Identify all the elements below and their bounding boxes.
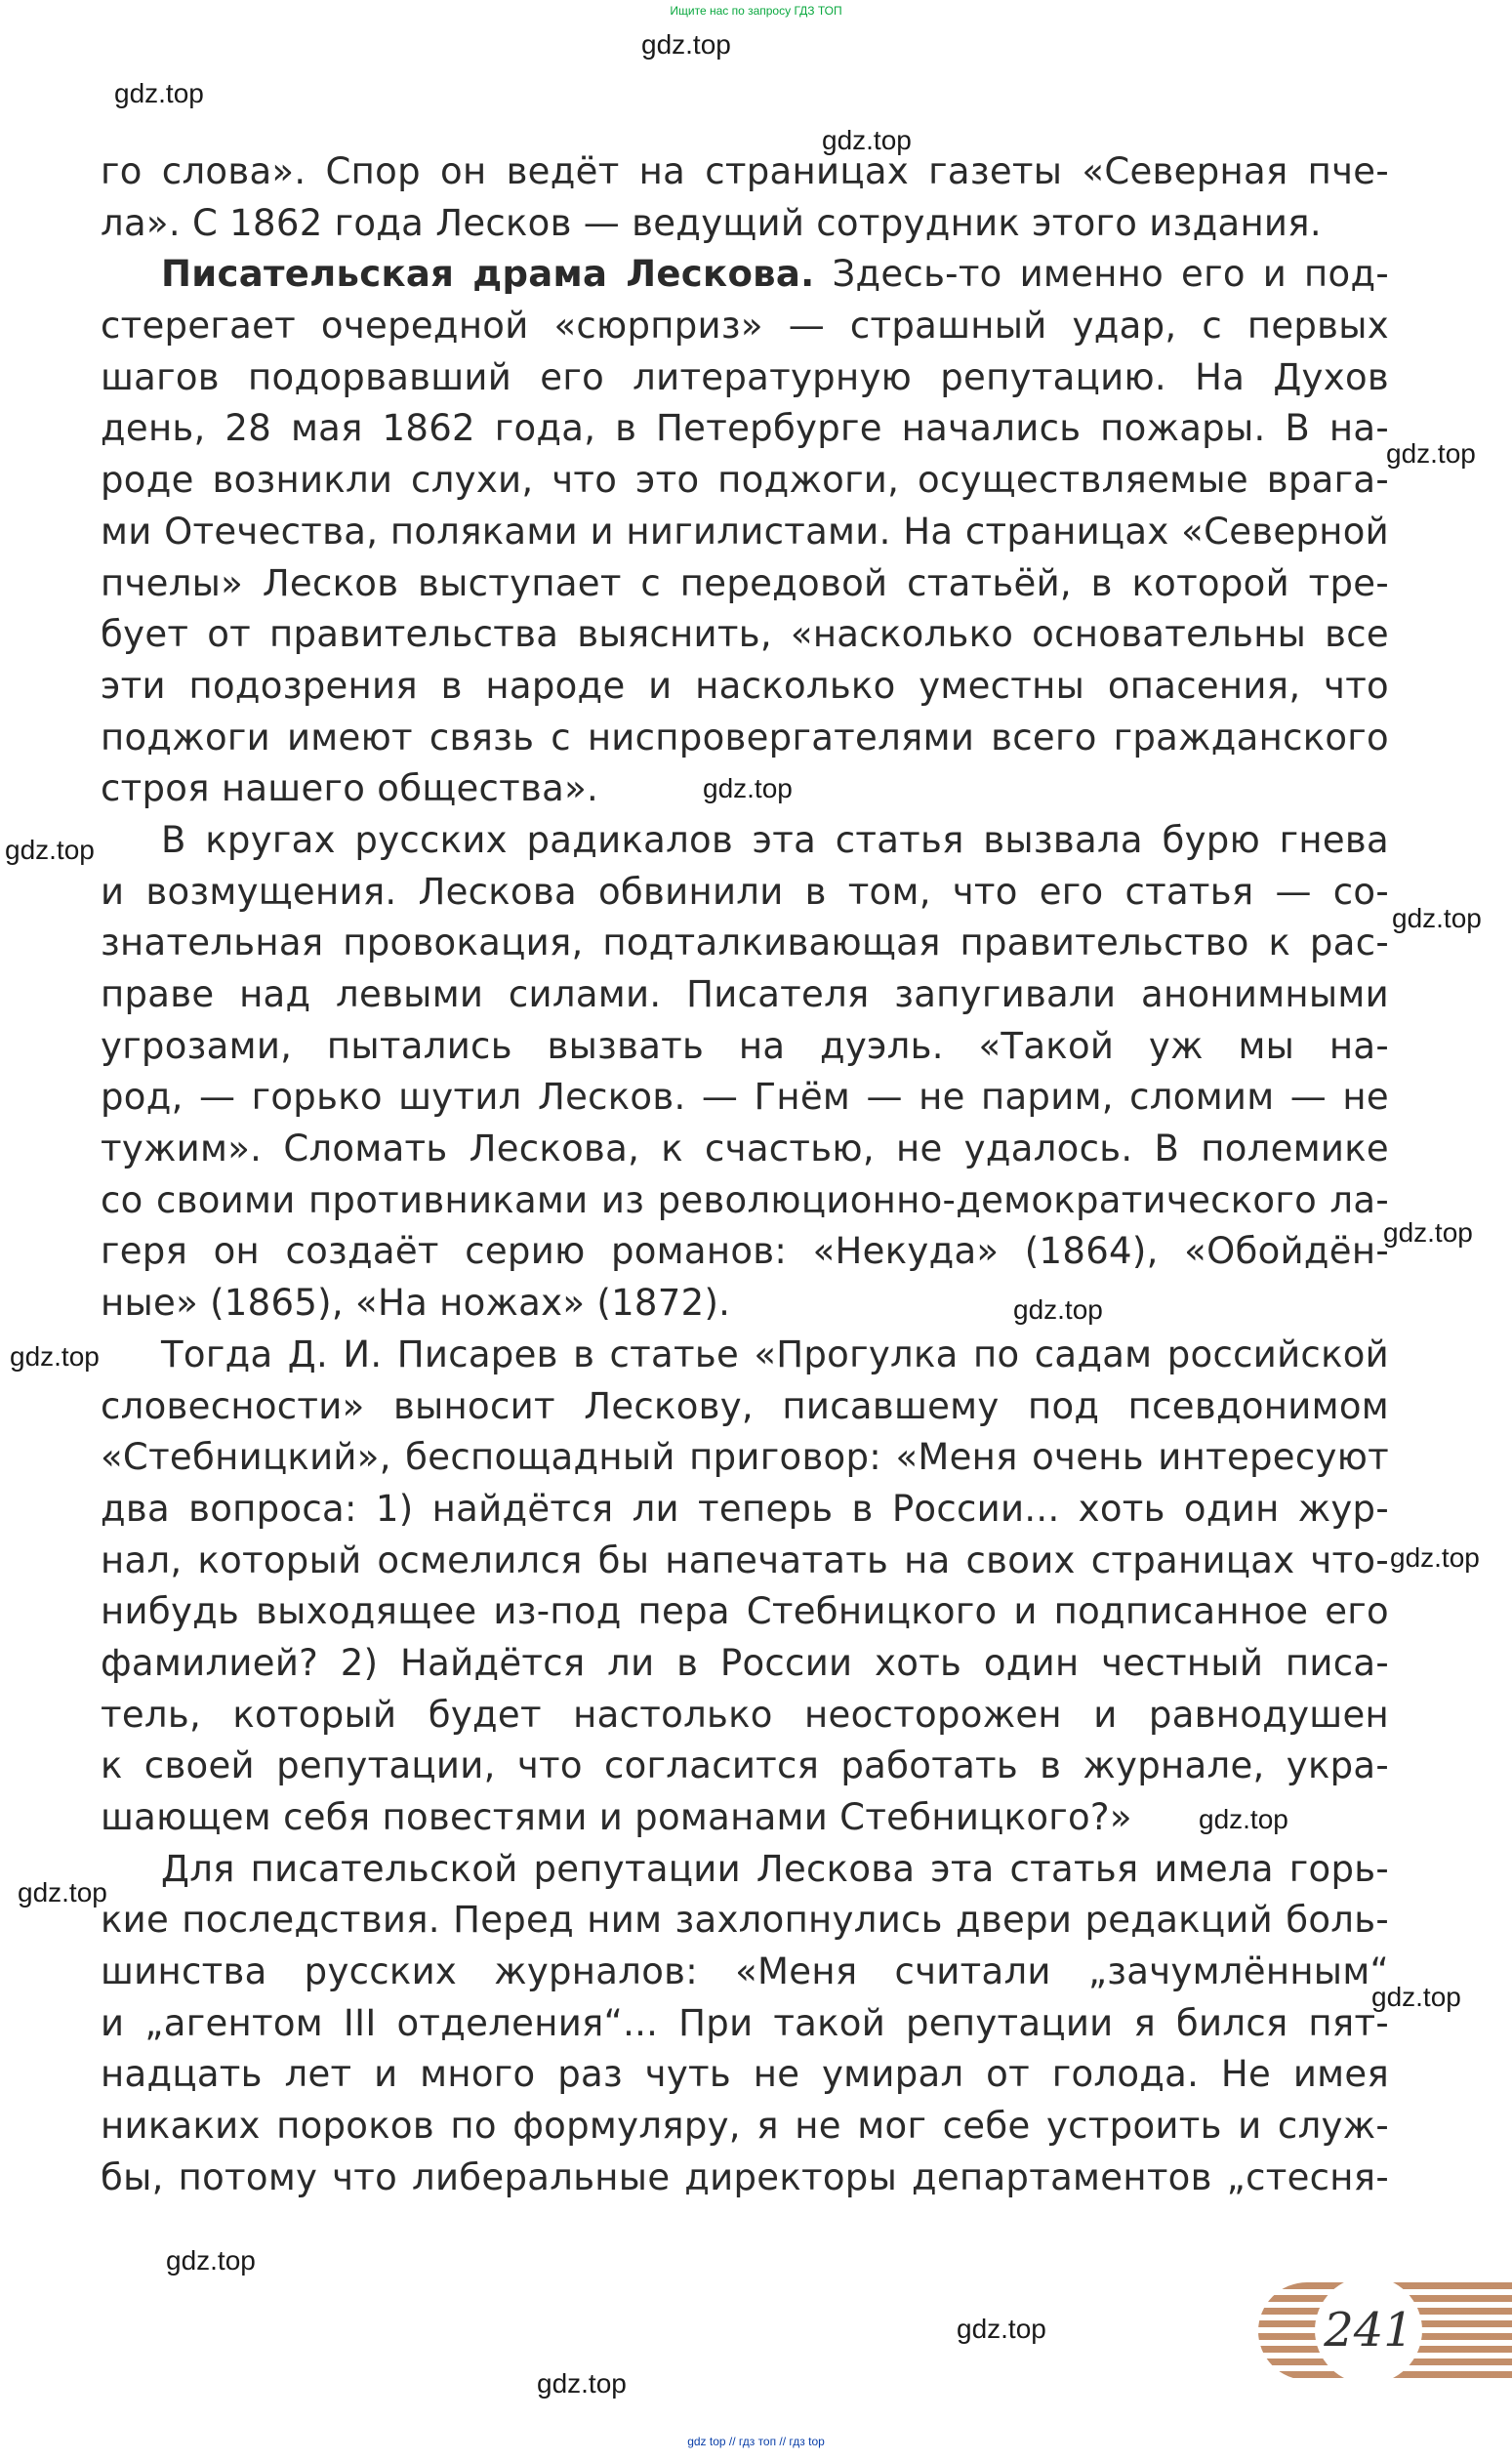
text-line-content: Тогда Д. И. Писарев в статье «Прогулка по садам российской (161, 1333, 1389, 1375)
watermark: gdz.top (641, 29, 731, 60)
text-line (101, 146, 1389, 198)
watermark: gdz.top (822, 125, 912, 155)
text-line (101, 1741, 1389, 1792)
text-line (101, 1895, 1389, 1947)
text-line (101, 1278, 1389, 1330)
top-banner[interactable]: Ищите нас по запросу ГДЗ ТОП (670, 4, 842, 18)
watermark: gdz.top (166, 2245, 256, 2276)
text-line (101, 1072, 1389, 1124)
watermark: gdz.top (1013, 1294, 1103, 1325)
text-line-content: бует от правительства выяснить, «насколько основательны все (101, 613, 1389, 656)
text-line (101, 403, 1389, 455)
text-line-content: ные» (1865), «На ножах» (1872). (101, 1282, 731, 1325)
text-line (101, 661, 1389, 713)
text-line (101, 301, 1389, 352)
text-line (101, 1021, 1389, 1073)
text-line (101, 1124, 1389, 1175)
text-line (101, 1175, 1389, 1227)
text-line-content: геря он создаёт серию романов: «Некуда» (1864), «Обойдён- (101, 1230, 1389, 1273)
page-number: 241 (1315, 2276, 1422, 2384)
text-line-content: угрозами, пытались вызвать на дуэль. «Такой уж мы на- (101, 1024, 1389, 1067)
text-line-content: ла». С 1862 года Лесков — ведущий сотрудник этого издания. (101, 201, 1322, 244)
text-line (101, 1586, 1389, 1638)
text-line-content: «Стебницкий», беспощадный приговор: «Меня очень интересуют (101, 1436, 1389, 1479)
text-line (101, 1330, 1389, 1381)
text-line-content: со своими противниками из революционно-демократического ла- (101, 1178, 1389, 1221)
text-line-content: и возмущения. Лескова обвинили в том, что его статья — со- (101, 870, 1389, 913)
text-line (101, 455, 1389, 507)
watermark: gdz.top (1386, 438, 1476, 469)
text-line (101, 763, 1389, 815)
text-line-content: род, — горько шутил Лесков. — Гнём — не парим, сломим — не (101, 1076, 1389, 1119)
text-line-content: день, 28 мая 1862 года, в Петербурге начались пожары. В на- (101, 407, 1389, 450)
text-line (101, 1226, 1389, 1278)
watermark: gdz.top (703, 773, 793, 803)
text-line (101, 1792, 1389, 1844)
text-line-content: Для писательской репутации Лескова эта статья имела горь- (161, 1847, 1389, 1890)
text-line (101, 815, 1389, 867)
watermark: gdz.top (18, 1877, 107, 1907)
text-line-content: строя нашего общества». (101, 767, 599, 810)
text-line-content: поджоги имеют связь с ниспровергателями всего гражданского (101, 716, 1389, 759)
text-line (101, 352, 1389, 404)
text-line (101, 558, 1389, 610)
text-line-content: роде возникли слухи, что это поджоги, осуществляемые врага- (101, 459, 1389, 502)
text-line (101, 1947, 1389, 1998)
text-line-content: В кругах русских радикалов эта статья вызвала бурю гнева (161, 818, 1389, 861)
text-line-content: стерегает очередной «сюрприз» — страшный удар, с первых (101, 305, 1389, 348)
watermark: gdz.top (1390, 1542, 1480, 1573)
watermark: gdz.top (10, 1341, 100, 1372)
text-line (101, 867, 1389, 919)
text-line (101, 1484, 1389, 1536)
text-line-content: нибудь выходящее из-под пера Стебницкого и подписанное его (101, 1590, 1389, 1633)
text-line (101, 609, 1389, 661)
watermark: gdz.top (114, 78, 204, 108)
text-line-content: пчелы» Лесков выступает с передовой статьёй, в которой тре- (101, 561, 1389, 604)
text-line (101, 2153, 1389, 2204)
text-line-content: к своей репутации, что согласится работать в журнале, укра- (101, 1744, 1389, 1787)
text-line-content: ми Отечества, поляками и нигилистами. На страницах «Северной (101, 510, 1389, 553)
text-line (101, 2101, 1389, 2153)
text-line (101, 1638, 1389, 1690)
section-heading: Писательская драма Лескова. (161, 253, 815, 296)
text-line (101, 198, 1389, 250)
watermark: gdz.top (957, 2314, 1046, 2344)
text-line-content: фамилией? 2) Найдётся ли в России хоть один честный писа- (101, 1641, 1389, 1684)
text-line-content: Здесь-то именно его и под- (814, 253, 1389, 296)
text-line (101, 507, 1389, 558)
text-line-content: праве над левыми силами. Писателя запугивали анонимными (101, 973, 1389, 1015)
text-line (101, 249, 1389, 301)
text-line (101, 1998, 1389, 2050)
text-line (101, 713, 1389, 764)
text-line-content: надцать лет и много раз чуть не умирал от голода. Не имея (101, 2053, 1389, 2096)
main-text (101, 146, 1389, 2204)
text-line (101, 918, 1389, 969)
watermark: gdz.top (1371, 1982, 1461, 2012)
text-line (101, 1381, 1389, 1433)
text-line-content: словесности» выносит Лескову, писавшему под псевдонимом (101, 1384, 1389, 1427)
text-line (101, 2049, 1389, 2101)
watermark: gdz.top (1199, 1804, 1288, 1834)
text-line-content: шинства русских журналов: «Меня считали „зачумлённым“ (101, 1950, 1389, 1993)
text-line-content: шагов подорвавший его литературную репутацию. На Духов (101, 355, 1389, 398)
text-line-content: тель, который будет настолько неосторожен и равнодушен (101, 1693, 1389, 1736)
watermark: gdz.top (1392, 903, 1482, 933)
text-line (101, 1690, 1389, 1742)
text-line (101, 969, 1389, 1021)
text-line-content: знательная провокация, подталкивающая правительство к рас- (101, 922, 1389, 964)
text-line-content: никаких пороков по формуляру, я не мог себе устроить и служ- (101, 2105, 1389, 2148)
text-line-content: тужим». Сломать Лескова, к счастью, не удалось. В полемике (101, 1128, 1389, 1170)
footer[interactable]: gdz top // гдз топ // гдз top (687, 2435, 825, 2448)
page-number-area (1258, 2269, 1512, 2396)
text-line-content: эти подозрения в народе и насколько уместны опасения, что (101, 664, 1389, 707)
text-line-content: кие последствия. Перед ним захлопнулись двери редакций боль- (101, 1899, 1389, 1942)
text-line-content: два вопроса: 1) найдётся ли теперь в России... хоть один жур- (101, 1487, 1389, 1530)
text-line-content: нал, который осмелился бы напечатать на своих страницах что- (101, 1538, 1389, 1581)
watermark: gdz.top (5, 835, 95, 865)
text-line (101, 1432, 1389, 1484)
text-line-content: го слова». Спор он ведёт на страницах газеты «Северная пче- (101, 150, 1389, 192)
text-line (101, 1536, 1389, 1587)
text-line-content: бы, потому что либеральные директоры департаментов „стесня- (101, 2155, 1389, 2198)
watermark: gdz.top (1383, 1217, 1473, 1248)
text-line (101, 1844, 1389, 1896)
watermark: gdz.top (537, 2368, 627, 2399)
text-line-content: и „агентом III отделения“... При такой репутации я бился пят- (101, 2001, 1389, 2044)
text-line-content: шающем себя повестями и романами Стебницкого?» (101, 1796, 1132, 1838)
